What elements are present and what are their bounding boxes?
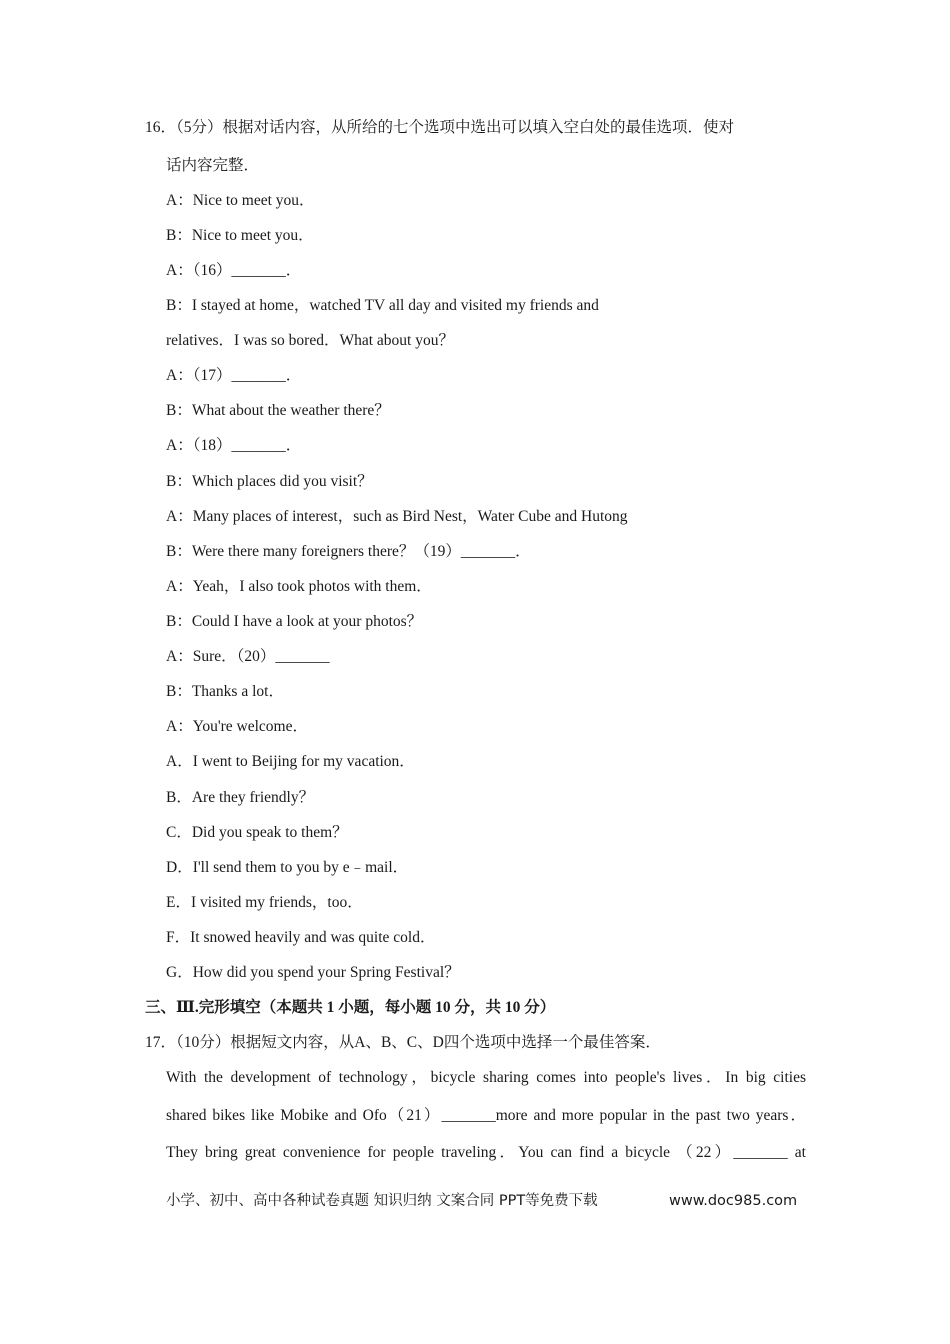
dialogue-line: A：（17）_______．	[166, 367, 302, 384]
dialogue-line: relatives．I was so bored．What about you？	[166, 332, 454, 349]
dialogue-line: A：（16）_______．	[166, 262, 302, 279]
dialogue-line: A：Nice to meet you．	[166, 192, 315, 209]
option-g: G．How did you spend your Spring Festival？	[166, 964, 460, 981]
q16-header-line2: 话内容完整．	[166, 157, 260, 174]
option-a: A．I went to Beijing for my vacation．	[166, 753, 415, 770]
footer-website-link[interactable]: www.doc985.com	[669, 1193, 798, 1209]
option-d: D．I'll send them to you by e﹣mail．	[166, 859, 409, 876]
passage-line: They bring great convenience for people traveling．You can find a bicycle （22）_______ at	[166, 1144, 806, 1161]
dialogue-line: A：You're welcome．	[166, 718, 308, 735]
dialogue-line: A：（18）_______．	[166, 437, 302, 454]
dialogue-line: B：I stayed at home，watched TV all day and visited my friends and	[166, 297, 599, 314]
q16-header-line1: 16．（5分）根据对话内容，从所给的七个选项中选出可以填入空白处的最佳选项．使对	[145, 119, 735, 136]
dialogue-line: B：What about the weather there？	[166, 402, 390, 419]
dialogue-line: A：Yeah，I also took photos with them．	[166, 578, 432, 595]
dialogue-line: B：Could I have a look at your photos？	[166, 613, 423, 630]
dialogue-line: A：Sure．（20）_______	[166, 648, 330, 665]
dialogue-line: A：Many places of interest，such as Bird Nest，Water Cube and Hutong	[166, 508, 628, 525]
passage-line: With the development of technology，bicycle sharing comes into people's lives．In big cities	[166, 1069, 806, 1086]
option-b: B．Are they friendly？	[166, 789, 315, 806]
passage-line: shared bikes like Mobike and Ofo（21）_______more and more popular in the past two years．	[166, 1107, 806, 1124]
option-e: E．I visited my friends，too．	[166, 894, 363, 911]
option-c: C．Did you speak to them？	[166, 824, 348, 841]
q17-header: 17．（10分）根据短文内容，从A、B、C、D四个选项中选择一个最佳答案．	[145, 1034, 661, 1051]
dialogue-line: B：Thanks a lot．	[166, 683, 284, 700]
dialogue-line: B：Nice to meet you．	[166, 227, 314, 244]
option-f: F．It snowed heavily and was quite cold．	[166, 929, 436, 946]
section-3-title: 三、Ⅲ.完形填空（本题共 1 小题，每小题 10 分，共 10 分）	[145, 999, 556, 1016]
dialogue-line: B：Which places did you visit？	[166, 473, 373, 490]
dialogue-line: B：Were there many foreigners there？（19）_______．	[166, 543, 531, 560]
footer-text: 小学、初中、高中各种试卷真题 知识归纳 文案合同 PPT等免费下载	[166, 1193, 598, 1209]
